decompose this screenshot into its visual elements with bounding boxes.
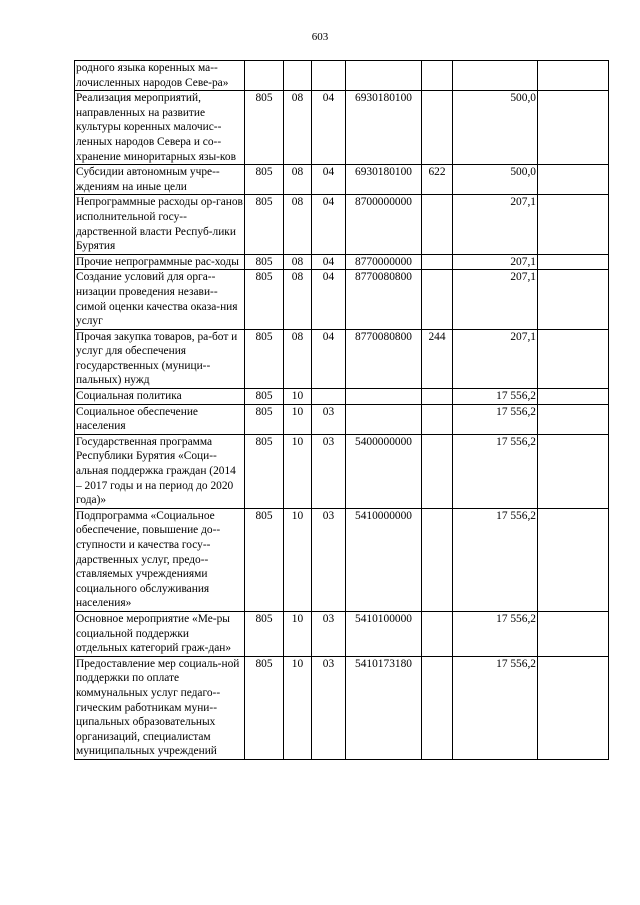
cell-subsection-code: 04 [312,195,346,254]
cell-section-code: 08 [284,329,312,388]
cell-subsection-code [312,389,346,405]
cell-subsection-code: 03 [312,404,346,434]
cell-target-item-code: 8770080800 [346,270,422,329]
cell-subsection-code: 04 [312,270,346,329]
cell-amount: 207,1 [453,329,538,388]
cell-ministry-code: 805 [245,389,284,405]
cell-empty [538,329,609,388]
cell-section-code: 10 [284,611,312,656]
cell-expense-name: Государственная программа Республики Бурятия «Соци-альная поддержка граждан (2014 – 2017 годы и на период до 2020 года)» [75,434,245,508]
cell-section-code: 10 [284,508,312,611]
cell-target-item-code: 5400000000 [346,434,422,508]
cell-amount [453,61,538,91]
cell-target-item-code: 6930180100 [346,165,422,195]
cell-ministry-code: 805 [245,329,284,388]
cell-expense-name: Подпрограмма «Социальное обеспечение, повышение до-ступности и качества госу-дарственных услуг, предо-ставляемых учреждениями социального обслуживания населения» [75,508,245,611]
table-row [75,254,609,270]
cell-target-item-code: 5410000000 [346,508,422,611]
cell-ministry-code: 805 [245,656,284,759]
cell-ministry-code: 805 [245,404,284,434]
cell-empty [538,404,609,434]
cell-empty [538,165,609,195]
table-row [75,195,609,254]
cell-ministry-code [245,61,284,91]
cell-expense-type-code [422,254,453,270]
cell-target-item-code: 8770000000 [346,254,422,270]
cell-amount: 207,1 [453,270,538,329]
cell-expense-type-code [422,611,453,656]
table-row [75,270,609,329]
cell-empty [538,656,609,759]
cell-expense-name: Реализация мероприятий, направленных на развитие культуры коренных малочис-ленных народов Севера и со-хранение миноритарных язы-ков [75,91,245,165]
cell-expense-type-code [422,270,453,329]
cell-expense-type-code [422,434,453,508]
cell-subsection-code: 04 [312,91,346,165]
cell-amount: 207,1 [453,195,538,254]
table-row [75,404,609,434]
cell-ministry-code: 805 [245,165,284,195]
cell-expense-type-code [422,91,453,165]
cell-amount: 17 556,2 [453,656,538,759]
cell-amount: 17 556,2 [453,404,538,434]
cell-section-code: 10 [284,404,312,434]
table-row [75,329,609,388]
cell-section-code: 08 [284,270,312,329]
cell-expense-name: Основное мероприятие «Ме-ры социальной поддержки отдельных категорий граж-дан» [75,611,245,656]
cell-empty [538,611,609,656]
cell-target-item-code: 8700000000 [346,195,422,254]
cell-expense-type-code: 244 [422,329,453,388]
cell-empty [538,61,609,91]
cell-section-code: 08 [284,91,312,165]
cell-amount: 207,1 [453,254,538,270]
cell-ministry-code: 805 [245,508,284,611]
table-row [75,91,609,165]
cell-subsection-code: 04 [312,329,346,388]
cell-expense-type-code [422,195,453,254]
cell-expense-type-code [422,404,453,434]
cell-amount: 17 556,2 [453,434,538,508]
cell-target-item-code: 6930180100 [346,91,422,165]
cell-expense-name: Прочая закупка товаров, ра-бот и услуг для обеспечения государственных (муници-пальных) нужд [75,329,245,388]
cell-amount: 17 556,2 [453,611,538,656]
cell-target-item-code [346,61,422,91]
cell-target-item-code [346,389,422,405]
cell-expense-type-code [422,656,453,759]
table-row [75,434,609,508]
cell-target-item-code: 8770080800 [346,329,422,388]
cell-ministry-code: 805 [245,611,284,656]
cell-expense-name: Социальное обеспечение населения [75,404,245,434]
cell-section-code: 08 [284,254,312,270]
cell-expense-type-code [422,61,453,91]
cell-amount: 500,0 [453,91,538,165]
cell-target-item-code: 5410173180 [346,656,422,759]
cell-ministry-code: 805 [245,434,284,508]
table-row [75,508,609,611]
cell-expense-name: Непрограммные расходы ор-ганов исполнительной госу-дарственной власти Респуб-лики Бурятия [75,195,245,254]
table-row [75,656,609,759]
page-number: 603 [311,31,329,43]
cell-expense-name: Создание условий для орга-низации проведения незави-симой оценки качества оказа-ния услуг [75,270,245,329]
cell-subsection-code: 04 [312,165,346,195]
cell-target-item-code [346,404,422,434]
budget-table [74,60,609,760]
cell-ministry-code: 805 [245,91,284,165]
cell-expense-name: родного языка коренных ма-лочисленных народов Севе-ра» [75,61,245,91]
cell-expense-name: Субсидии автономным учре-ждениям на иные цели [75,165,245,195]
cell-section-code [284,61,312,91]
cell-amount: 500,0 [453,165,538,195]
cell-expense-name: Предоставление мер социаль-ной поддержки по оплате коммунальных услуг педаго-гическим работникам муни-ципальных образовательных организаций, специалистам муниципальных учреждений [75,656,245,759]
cell-empty [538,389,609,405]
cell-empty [538,270,609,329]
cell-empty [538,195,609,254]
cell-expense-type-code [422,389,453,405]
table-row [75,611,609,656]
cell-amount: 17 556,2 [453,508,538,611]
cell-expense-type-code [422,508,453,611]
cell-ministry-code: 805 [245,270,284,329]
table-row [75,61,609,91]
cell-subsection-code: 04 [312,254,346,270]
cell-target-item-code: 5410100000 [346,611,422,656]
cell-empty [538,91,609,165]
cell-section-code: 08 [284,195,312,254]
table-row [75,165,609,195]
cell-expense-name: Прочие непрограммные рас-ходы [75,254,245,270]
cell-subsection-code: 03 [312,656,346,759]
table-row [75,389,609,405]
cell-empty [538,254,609,270]
cell-section-code: 10 [284,434,312,508]
cell-empty [538,508,609,611]
table-body [75,61,609,760]
cell-subsection-code: 03 [312,611,346,656]
cell-ministry-code: 805 [245,254,284,270]
cell-section-code: 10 [284,389,312,405]
cell-subsection-code: 03 [312,434,346,508]
cell-subsection-code [312,61,346,91]
cell-section-code: 08 [284,165,312,195]
cell-section-code: 10 [284,656,312,759]
cell-expense-name: Социальная политика [75,389,245,405]
cell-empty [538,434,609,508]
cell-subsection-code: 03 [312,508,346,611]
cell-expense-type-code: 622 [422,165,453,195]
cell-ministry-code: 805 [245,195,284,254]
cell-amount: 17 556,2 [453,389,538,405]
